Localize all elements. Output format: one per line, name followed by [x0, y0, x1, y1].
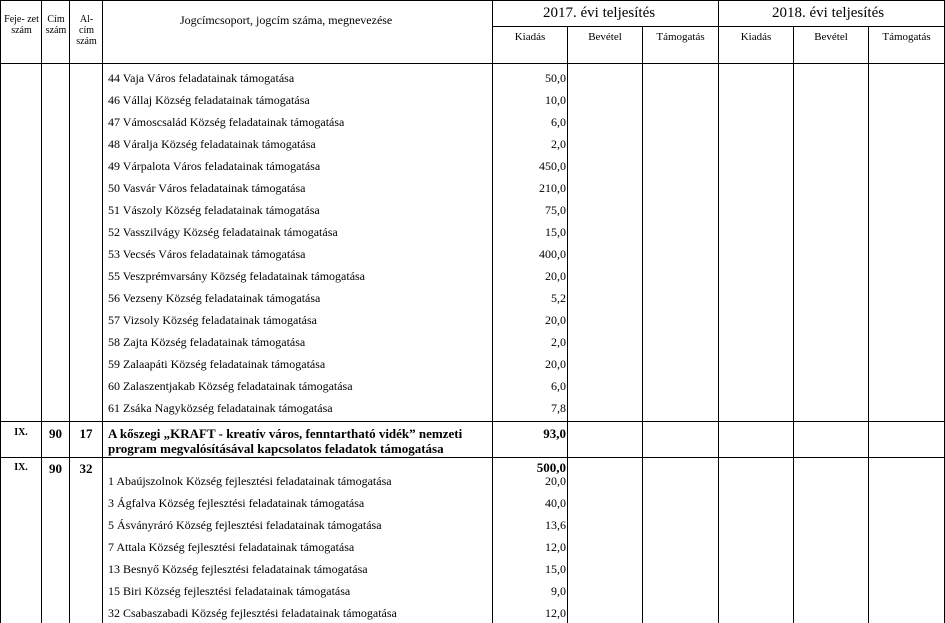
row-kiadas: 75,0 [545, 203, 566, 217]
row-kiadas: 20,0 [545, 474, 566, 488]
row-desc: 50 Vasvár Város feladatainak támogatása [108, 181, 306, 195]
row-kiadas: 210,0 [539, 181, 566, 195]
row-desc: 32 Csabaszabadi Község fejlesztési feladatainak támogatása [108, 606, 397, 620]
header-tamogatas-2018: Támogatás [882, 31, 931, 43]
group1-top-border [0, 421, 945, 422]
row-kiadas: 2,0 [551, 137, 566, 151]
col-border-cim [69, 0, 70, 623]
col-border-year-split [718, 0, 719, 623]
group1-alcim: 17 [79, 426, 93, 441]
row-kiadas: 450,0 [539, 159, 566, 173]
group2-fejezet: IX. [14, 462, 28, 473]
row-desc: 49 Várpalota Város feladatainak támogatása [108, 159, 321, 173]
header-bevetel-2017: Bevétel [588, 31, 622, 43]
row-desc: 46 Vállaj Község feladatainak támogatása [108, 93, 310, 107]
row-desc: 59 Zalaapáti Község feladatainak támogatása [108, 357, 326, 371]
row-kiadas: 5,2 [551, 291, 566, 305]
header-year-2018: 2018. évi teljesítés [772, 5, 885, 21]
header-bottom-border [0, 63, 945, 64]
group2-cim: 90 [49, 461, 62, 476]
row-kiadas: 50,0 [545, 71, 566, 85]
header-tamogatas-2017: Támogatás [656, 31, 705, 43]
group1-title-line2: program megvalósításával kapcsolatos feladatok támogatása [108, 441, 444, 456]
table-top-border [0, 0, 945, 1]
group2-alcim: 32 [79, 461, 93, 476]
row-kiadas: 9,0 [551, 584, 566, 598]
group1-kiadas: 93,0 [543, 426, 566, 441]
row-kiadas: 6,0 [551, 115, 566, 129]
row-desc: 7 Attala Község fejlesztési feladatainak támogatása [108, 540, 355, 554]
row-kiadas: 7,8 [551, 401, 566, 415]
col-border-bevetel-2018 [868, 26, 869, 623]
row-kiadas: 13,6 [545, 518, 566, 532]
row-desc: 13 Besnyő Község fejlesztési feladatainak támogatása [108, 562, 368, 576]
row-desc: 60 Zalaszentjakab Község feladatainak támogatása [108, 379, 353, 393]
col-border-kiadas-2018 [793, 26, 794, 623]
row-kiadas: 2,0 [551, 335, 566, 349]
col-border-left [0, 0, 1, 623]
col-border-alcim [102, 0, 103, 623]
header-kiadas-2018: Kiadás [740, 31, 772, 43]
row-desc: 58 Zajta Község feladatainak támogatása [108, 335, 306, 349]
row-kiadas: 20,0 [545, 357, 566, 371]
row-desc: 55 Veszprémvarsány Község feladatainak támogatása [108, 269, 366, 283]
header-cim: Cím szám [45, 14, 67, 36]
header-bevetel-2018: Bevétel [814, 31, 848, 43]
row-kiadas: 6,0 [551, 379, 566, 393]
row-desc: 48 Váralja Község feladatainak támogatása [108, 137, 316, 151]
row-kiadas: 20,0 [545, 313, 566, 327]
row-kiadas: 10,0 [545, 93, 566, 107]
group2-top-border [0, 457, 945, 458]
col-border-kiadas-2017 [567, 26, 568, 623]
row-desc: 3 Ágfalva Község fejlesztési feladatainak támogatása [108, 496, 365, 510]
row-kiadas: 20,0 [545, 269, 566, 283]
header-description: Jogcímcsoport, jogcím száma, megnevezése [180, 13, 393, 27]
row-desc: 15 Biri Község fejlesztési feladatainak támogatása [108, 584, 351, 598]
group2-kiadas: 500,0 [536, 460, 566, 475]
row-desc: 53 Vecsés Város feladatainak támogatása [108, 247, 306, 261]
row-desc: 47 Vámoscsalád Község feladatainak támogatása [108, 115, 345, 129]
col-border-fejezet [41, 0, 42, 623]
row-kiadas: 12,0 [545, 540, 566, 554]
row-desc: 61 Zsáka Nagyközség feladatainak támogatása [108, 401, 333, 415]
header-kiadas-2017: Kiadás [514, 31, 546, 43]
group1-cim: 90 [49, 426, 62, 441]
row-desc: 44 Vaja Város feladatainak támogatása [108, 71, 295, 85]
row-desc: 52 Vasszilvágy Község feladatainak támogatása [108, 225, 338, 239]
row-kiadas: 12,0 [545, 606, 566, 620]
row-kiadas: 15,0 [545, 225, 566, 239]
group1-title-line1: A kőszegi „KRAFT - kreatív város, fenntartható vidék” nemzeti [108, 426, 463, 441]
row-desc: 57 Vizsoly Község feladatainak támogatása [108, 313, 317, 327]
header-alcim: Al- cím szám [76, 14, 97, 47]
header-fejezet: Feje- zet szám [4, 14, 39, 36]
row-desc: 56 Vezseny Község feladatainak támogatása [108, 291, 321, 305]
row-desc: 51 Vászoly Község feladatainak támogatása [108, 203, 320, 217]
row-desc: 5 Ásványráró Község fejlesztési feladatainak támogatása [108, 518, 382, 532]
row-kiadas: 15,0 [545, 562, 566, 576]
header-year-2017: 2017. évi teljesítés [543, 5, 656, 21]
row-kiadas: 40,0 [545, 496, 566, 510]
col-border-bevetel-2017 [642, 26, 643, 623]
row-desc: 1 Abaújszolnok Község fejlesztési feladatainak támogatása [108, 474, 392, 488]
group1-fejezet: IX. [14, 427, 28, 438]
row-kiadas: 400,0 [539, 247, 566, 261]
